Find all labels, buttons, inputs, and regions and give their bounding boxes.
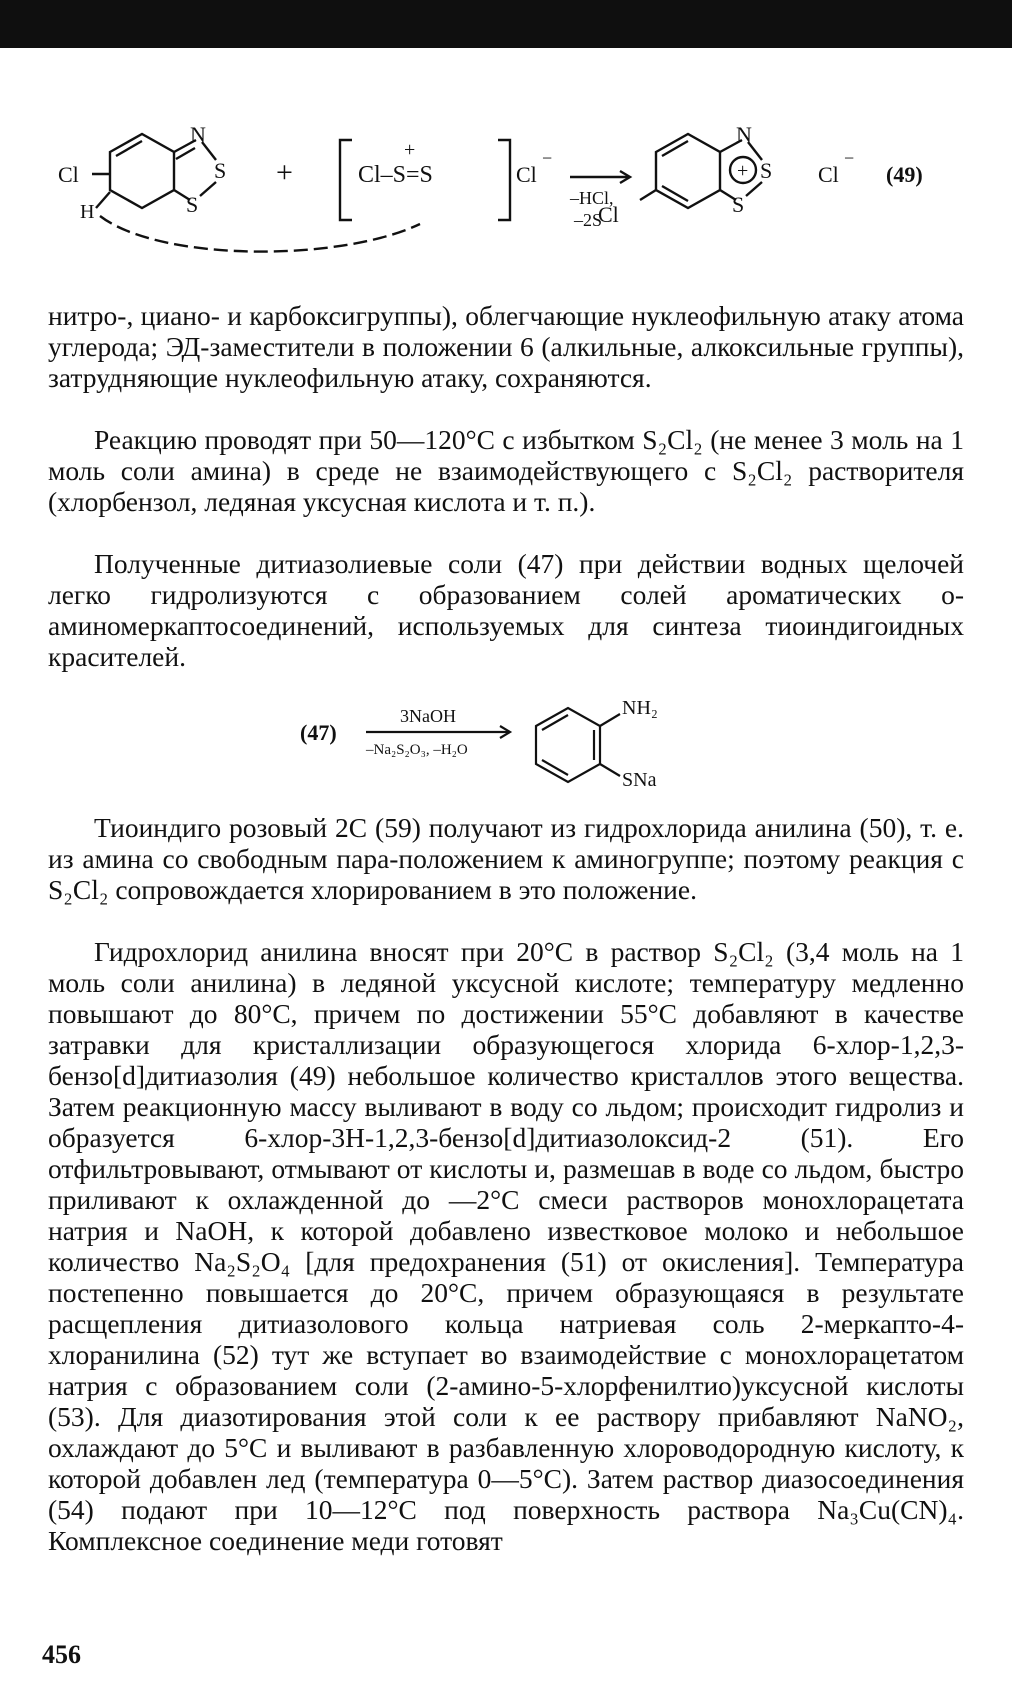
product-ring-s1: S (760, 158, 773, 183)
product-ring-charge: + (737, 160, 749, 182)
arrow-below-line1: –HCl, (570, 188, 614, 208)
product-cl-label: Cl (598, 202, 619, 227)
reactant-cl-label: Cl (58, 162, 79, 187)
amino-group: NH₂ (622, 697, 658, 719)
reactant-h-label: H (80, 201, 95, 223)
product-ring-n: N (736, 122, 752, 147)
paragraph-4: Тиоиндиго розовый 2С (59) получают из гидрохлорида анилина (50), т. е. из амина со свободным пара-положением к аминогруппе; поэтому реакция с S₂Cl₂ сопровождается хлорированием в это положение. (48, 812, 964, 905)
paragraph-1: нитро-, циано- и карбоксигруппы), облегчающие нуклеофильную атаку атома углерода; ЭД-заместители в положении 6 (алкильные, алкоксильные группы), затрудняющие нуклеофильную атаку, сохраняются. (48, 300, 964, 393)
paragraph-3: Полученные дитиазолиевые соли (47) при действии водных щелочей легко гидролизуются с образованием солей ароматических о-аминомеркаптосоединений, используемых для синтеза тиоиндигоидных красителей. (48, 548, 964, 672)
start-compound: (47) (300, 720, 337, 745)
arrow-below-line2: –2S (574, 210, 603, 230)
reactant-ring-s1: S (214, 158, 227, 183)
scan-top-border (0, 0, 1012, 48)
plus-sign: + (276, 156, 293, 189)
reaction-scheme-hydrolysis (300, 688, 720, 798)
product-ring-s2: S (732, 192, 745, 217)
paragraph-2: Реакцию проводят при 50—120°С с избытком S₂Cl₂ (не менее 3 моль на 1 моль соли амина) в среде не взаимодействующего с S₂Cl₂ растворителя (хлорбензол, ледяная уксусная кислота и т. п.). (48, 424, 964, 517)
arrow-below-label: –Na₂S₂O₃, –H₂O (366, 742, 468, 758)
reagent-charge: + (404, 139, 416, 161)
reactant-ring-s2: S (186, 192, 199, 217)
counter-ion-charge: − (542, 148, 553, 168)
paragraph-5: Гидрохлорид анилина вносят при 20°С в раствор S₂Cl₂ (3,4 моль на 1 моль соли анилина) в ледяной уксусной кислоте; температуру медленно повышают до 80°С, причем по достижении 55°С добавляют в качестве затравки для кристаллизации образующегося хлорида 6-хлор-1,2,3-бензо[d]дитиазолия (49) небольшое количество кристаллов этого вещества. Затем реакционную массу выливают в воду со льдом; происходит гидролиз и образуется 6-хлор-3H-1,2,3-бензо[d]дитиазолоксид-2 (51). Его отфильтровывают, отмывают от кислоты и, размешав в воде со льдом, быстро приливают к охлажденной до —2°С смеси растворов монохлорацетата натрия и NaOH, к которой добавлено известковое молоко и небольшое количество Na₂S₂O₄ [для предохранения (51) от окисления]. Температура постепенно повышается до 20°С, причем образующаяся в результате расщепления дитиазолового кольца натриевая соль 2-меркапто-4-хлоранилина (52) тут же вступает во взаимодействие с монохлорацетатом натрия с образованием соли (2-амино-5-хлорфенилтио)уксусной кислоты (53). Для диазотирования этой соли к ее раствору прибавляют NaNO₂, охлаждают до 5°С и выливают в разбавленную хлороводородную кислоту, к которой добавлен лед (температура 0—5°С). Затем раствор диазосоединения (54) подают при 10—12°С под поверхность раствора Na₃Cu(CN)₄. Комплексное соединение меди готовят (48, 936, 964, 1556)
reaction-scheme-49 (40, 112, 980, 292)
equation-number: (49) (886, 162, 923, 187)
reactant-ring-n: N (190, 122, 206, 147)
arrow-above-label: 3NaOH (400, 706, 456, 726)
counter-ion: Cl (516, 162, 537, 187)
product-counter-charge: − (844, 148, 855, 168)
reagent-formula: Cl–S=S (358, 162, 433, 188)
page-number: 456 (42, 1640, 81, 1669)
product-counter-ion: Cl (818, 162, 839, 187)
thiolate-group: SNa (622, 769, 657, 791)
